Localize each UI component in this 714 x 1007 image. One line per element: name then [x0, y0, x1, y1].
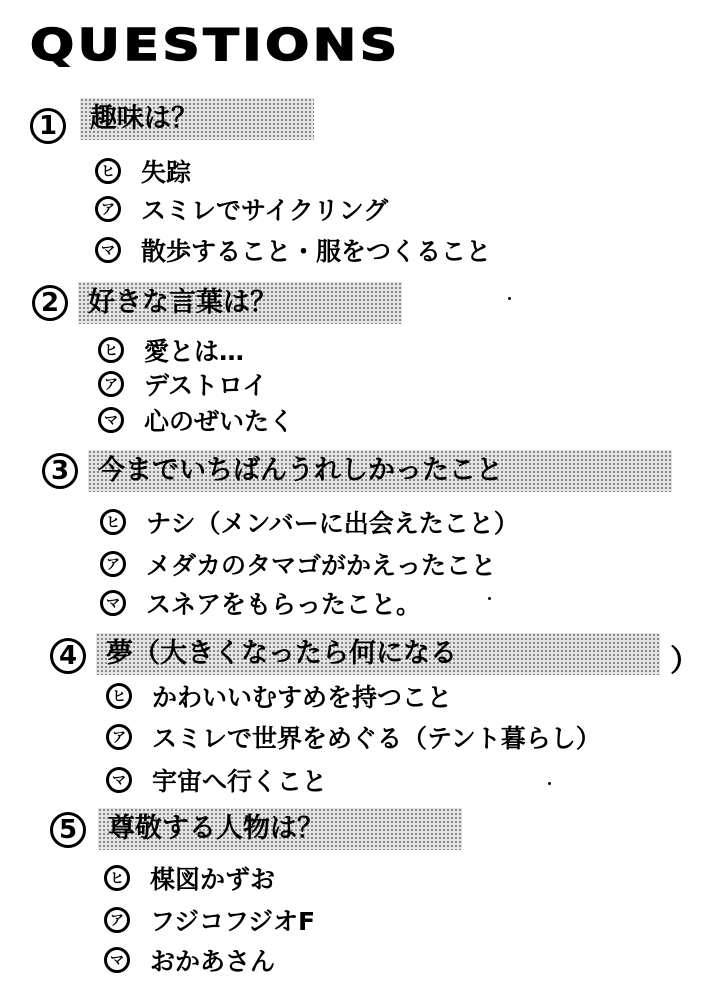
answer-text: デストロイ — [144, 371, 268, 400]
answer-row — [95, 153, 191, 189]
answer-text: 楳図かずお — [150, 865, 276, 894]
answer-badge-hi: ヒ — [106, 683, 132, 709]
question-text-2: 好きな言葉は？ — [78, 282, 402, 324]
answer-badge-a: ア — [104, 907, 130, 933]
answer-row — [104, 902, 315, 938]
answer-row — [100, 504, 519, 540]
question-text-4: 夢（大きくなったら何になる — [96, 633, 660, 675]
answer-text: 宇宙へ行くこと — [152, 767, 328, 796]
answer-text: スネアをもらったこと。 — [146, 590, 422, 619]
answer-row — [106, 678, 452, 714]
answer-text: かわいいむすめを持つこと — [152, 683, 453, 712]
answer-badge-a: ア — [100, 551, 126, 577]
question-number-2: 2 — [32, 285, 68, 321]
answer-badge-hi: ヒ — [104, 865, 130, 891]
question-text-5: 尊敬する人物は？ — [98, 808, 462, 850]
answer-text: メダカのタマゴがかえったこと — [146, 551, 497, 580]
answer-row — [98, 402, 294, 438]
answer-badge-ma: マ — [95, 237, 121, 263]
answer-row — [104, 860, 275, 896]
answer-badge-hi: ヒ — [95, 158, 121, 184]
answer-text: ナシ（メンバーに出会えたこと） — [146, 509, 519, 538]
question-number-5: 5 — [50, 812, 86, 848]
answer-row — [98, 366, 267, 402]
answer-badge-a: ア — [106, 724, 132, 750]
answer-badge-ma: マ — [106, 767, 132, 793]
answer-badge-hi: ヒ — [100, 509, 126, 535]
answer-badge-a: ア — [98, 371, 124, 397]
answer-text: スミレでサイクリング — [141, 196, 389, 225]
answer-badge-ma: マ — [100, 590, 126, 616]
question-text-3: 今までいちばんうれしかったこと — [88, 450, 672, 492]
question-number-1: 1 — [30, 108, 66, 144]
answer-row — [95, 232, 491, 268]
answer-text: フジコフジオF — [150, 907, 316, 936]
answer-text: 散歩すること・服をつくること — [141, 237, 492, 266]
question-number-3: 3 — [42, 453, 78, 489]
answer-badge-ma: マ — [98, 407, 124, 433]
page-title: QUESTIONS — [30, 20, 401, 71]
answer-row — [95, 191, 388, 227]
answer-row — [106, 719, 601, 755]
answer-text: 愛とは… — [144, 337, 245, 366]
answer-row — [104, 942, 275, 978]
question-number-4: 4 — [50, 638, 86, 674]
answer-text: 失踪 — [141, 158, 192, 187]
answer-badge-ma: マ — [104, 947, 130, 973]
closing-paren: ） — [670, 644, 700, 679]
speck — [508, 297, 511, 300]
answer-badge-hi: ヒ — [98, 337, 124, 363]
answer-row — [106, 762, 327, 798]
answer-row — [100, 546, 496, 582]
answer-badge-a: ア — [95, 196, 121, 222]
answer-text: おかあさん — [150, 947, 276, 976]
answer-row — [100, 585, 421, 621]
answer-text: スミレで世界をめぐる（テント暮らし） — [152, 724, 601, 753]
question-text-1: 趣味は？ — [80, 98, 314, 140]
speck — [488, 597, 491, 600]
answer-text: 心のぜいたく — [144, 407, 295, 436]
speck — [548, 782, 551, 785]
answer-row — [98, 332, 244, 368]
